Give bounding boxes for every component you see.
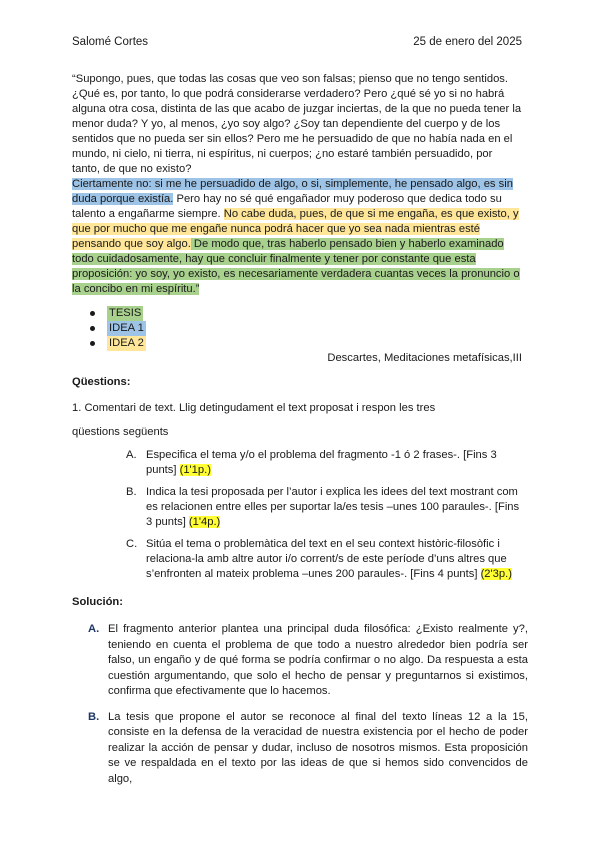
quote-idea2-highlight: De modo que, tras haberlo pensado bien y haberlo examinado todo cuidadosamente, hay que concluir finalmente y tener por constante que esta proposición: yo soy, yo existo, es necesariamente verdadera cuantas veces la pronuncio o la concibo en mi espíritu.” [72, 238, 520, 295]
legend-item-tesis [90, 306, 146, 321]
question-letter: C. [126, 538, 138, 550]
solution-item [88, 710, 528, 788]
questions-heading: Qüestions: [72, 376, 131, 388]
legend-label: IDEA 1 [109, 322, 144, 334]
questions-list [126, 448, 526, 589]
author-name: Salomé Cortes [72, 36, 149, 48]
solution-item [88, 622, 528, 700]
question-item [126, 485, 526, 530]
solution-list [88, 622, 528, 797]
solution-heading: Solución: [72, 596, 123, 608]
legend-label: TESIS [109, 307, 142, 319]
solution-letter: B. [88, 710, 100, 723]
highlight-legend [90, 306, 146, 351]
header-date: 25 de enero del 2025 [413, 36, 522, 48]
legend-label: IDEA 2 [109, 337, 144, 349]
legend-item-idea1 [90, 321, 146, 336]
quote-tesis-highlight: Ciertamente no: si me he persuadido de algo, o si, simplemente, he pensado algo, es sin duda porque existía. [72, 178, 513, 205]
questions-intro-2: qüestions següents [72, 426, 169, 438]
question-text: Especifica el tema y/o el problema del fragmento -1 ó 2 frases-. [Fins 3 punts] [146, 449, 497, 476]
legend-item-idea2 [90, 336, 146, 351]
quote-plain-2: Pero hay no sé qué engañador muy poderoso que dedica todo su talento a engañarme siempre. [72, 193, 502, 220]
quote-plain: “Supongo, pues, que todas las cosas que veo son falsas; pienso que no tengo sentidos. ¿Qué es, por tanto, lo que podrá considerarse verdadero? Pero ¿qué sé yo si no habrá alguna otra cosa, distinta de las que acabo de juzgar inciertas, de la que no pueda tener la menor duda? Y yo, al menos, ¿yo soy algo? ¿Soy tan dependiente del cuerpo y de los sentidos que no pueda ser sin ellos? Pero me he persuadido de que no había nada en el mundo, ni cielo, ni tierra, ni espíritus, ni cuerpos; ¿no estaré también persuadido, por tanto, de que no existo? [72, 73, 522, 175]
question-letter: A. [126, 449, 137, 461]
bullet-icon [90, 326, 95, 331]
question-item [126, 537, 526, 582]
page-header [72, 36, 522, 48]
bullet-icon [90, 341, 95, 346]
question-score: (2'3p.) [480, 568, 512, 580]
question-text: Sitúa el tema o problemàtica del text en el seu context històric-filosòfic i relaciona-la amb altre autor i/o corrent/s de este període d’uns altres que s’enfronten al mateix problema –unes 200 paraules-. [Fins 4 punts] [146, 538, 507, 580]
question-score: (1'4p.) [188, 516, 221, 528]
question-score: (1'1p.) [179, 464, 211, 476]
solution-text: El fragmento anterior plantea una principal duda filosófica: ¿Existo realmente y?, teniendo en cuenta el problema de que todo a nuestro alrededor bien podría ser falso, un engaño y de qué forma se podría confirmar o no algo. Da respuesta a esta cuestión argumentando, que solo el hecho de pensar y preguntarnos si existimos, confirma que efectivamente que lo hacemos. [108, 623, 528, 697]
question-letter: B. [126, 486, 137, 498]
question-item [126, 448, 526, 478]
quote-text [72, 72, 522, 297]
question-text: Indica la tesi proposada per l’autor i explica les idees del text mostrant com es relacionen entre elles per suportar la/es tesis –unes 100 paraules-. [Fins 3 punts] [146, 486, 520, 528]
solution-text: La tesis que propone el autor se reconoce al final del texto líneas 12 a la 15, consiste en la defensa de la veracidad de nuestra existencia por el hecho de poder realizar la acción de pensar y dudar, incluso de nosotros mismos. Esta proposición se ve respaldada en el texto por las ideas de que si hemos sido convencidos de algo, [108, 710, 528, 785]
quote-idea1-highlight: No cabe duda, pues, de que si me engaña, es que existo, y que por mucho que me engañe nunca podrá hacer que yo sea nada mientras esté pensando que soy algo. [72, 208, 519, 250]
citation: Descartes, Meditaciones metafísicas,III [327, 352, 522, 364]
bullet-icon [90, 311, 95, 316]
solution-letter: A. [88, 623, 100, 635]
questions-intro: 1. Comentari de text. Llig detingudament el text proposat i respon les tres [72, 402, 436, 414]
